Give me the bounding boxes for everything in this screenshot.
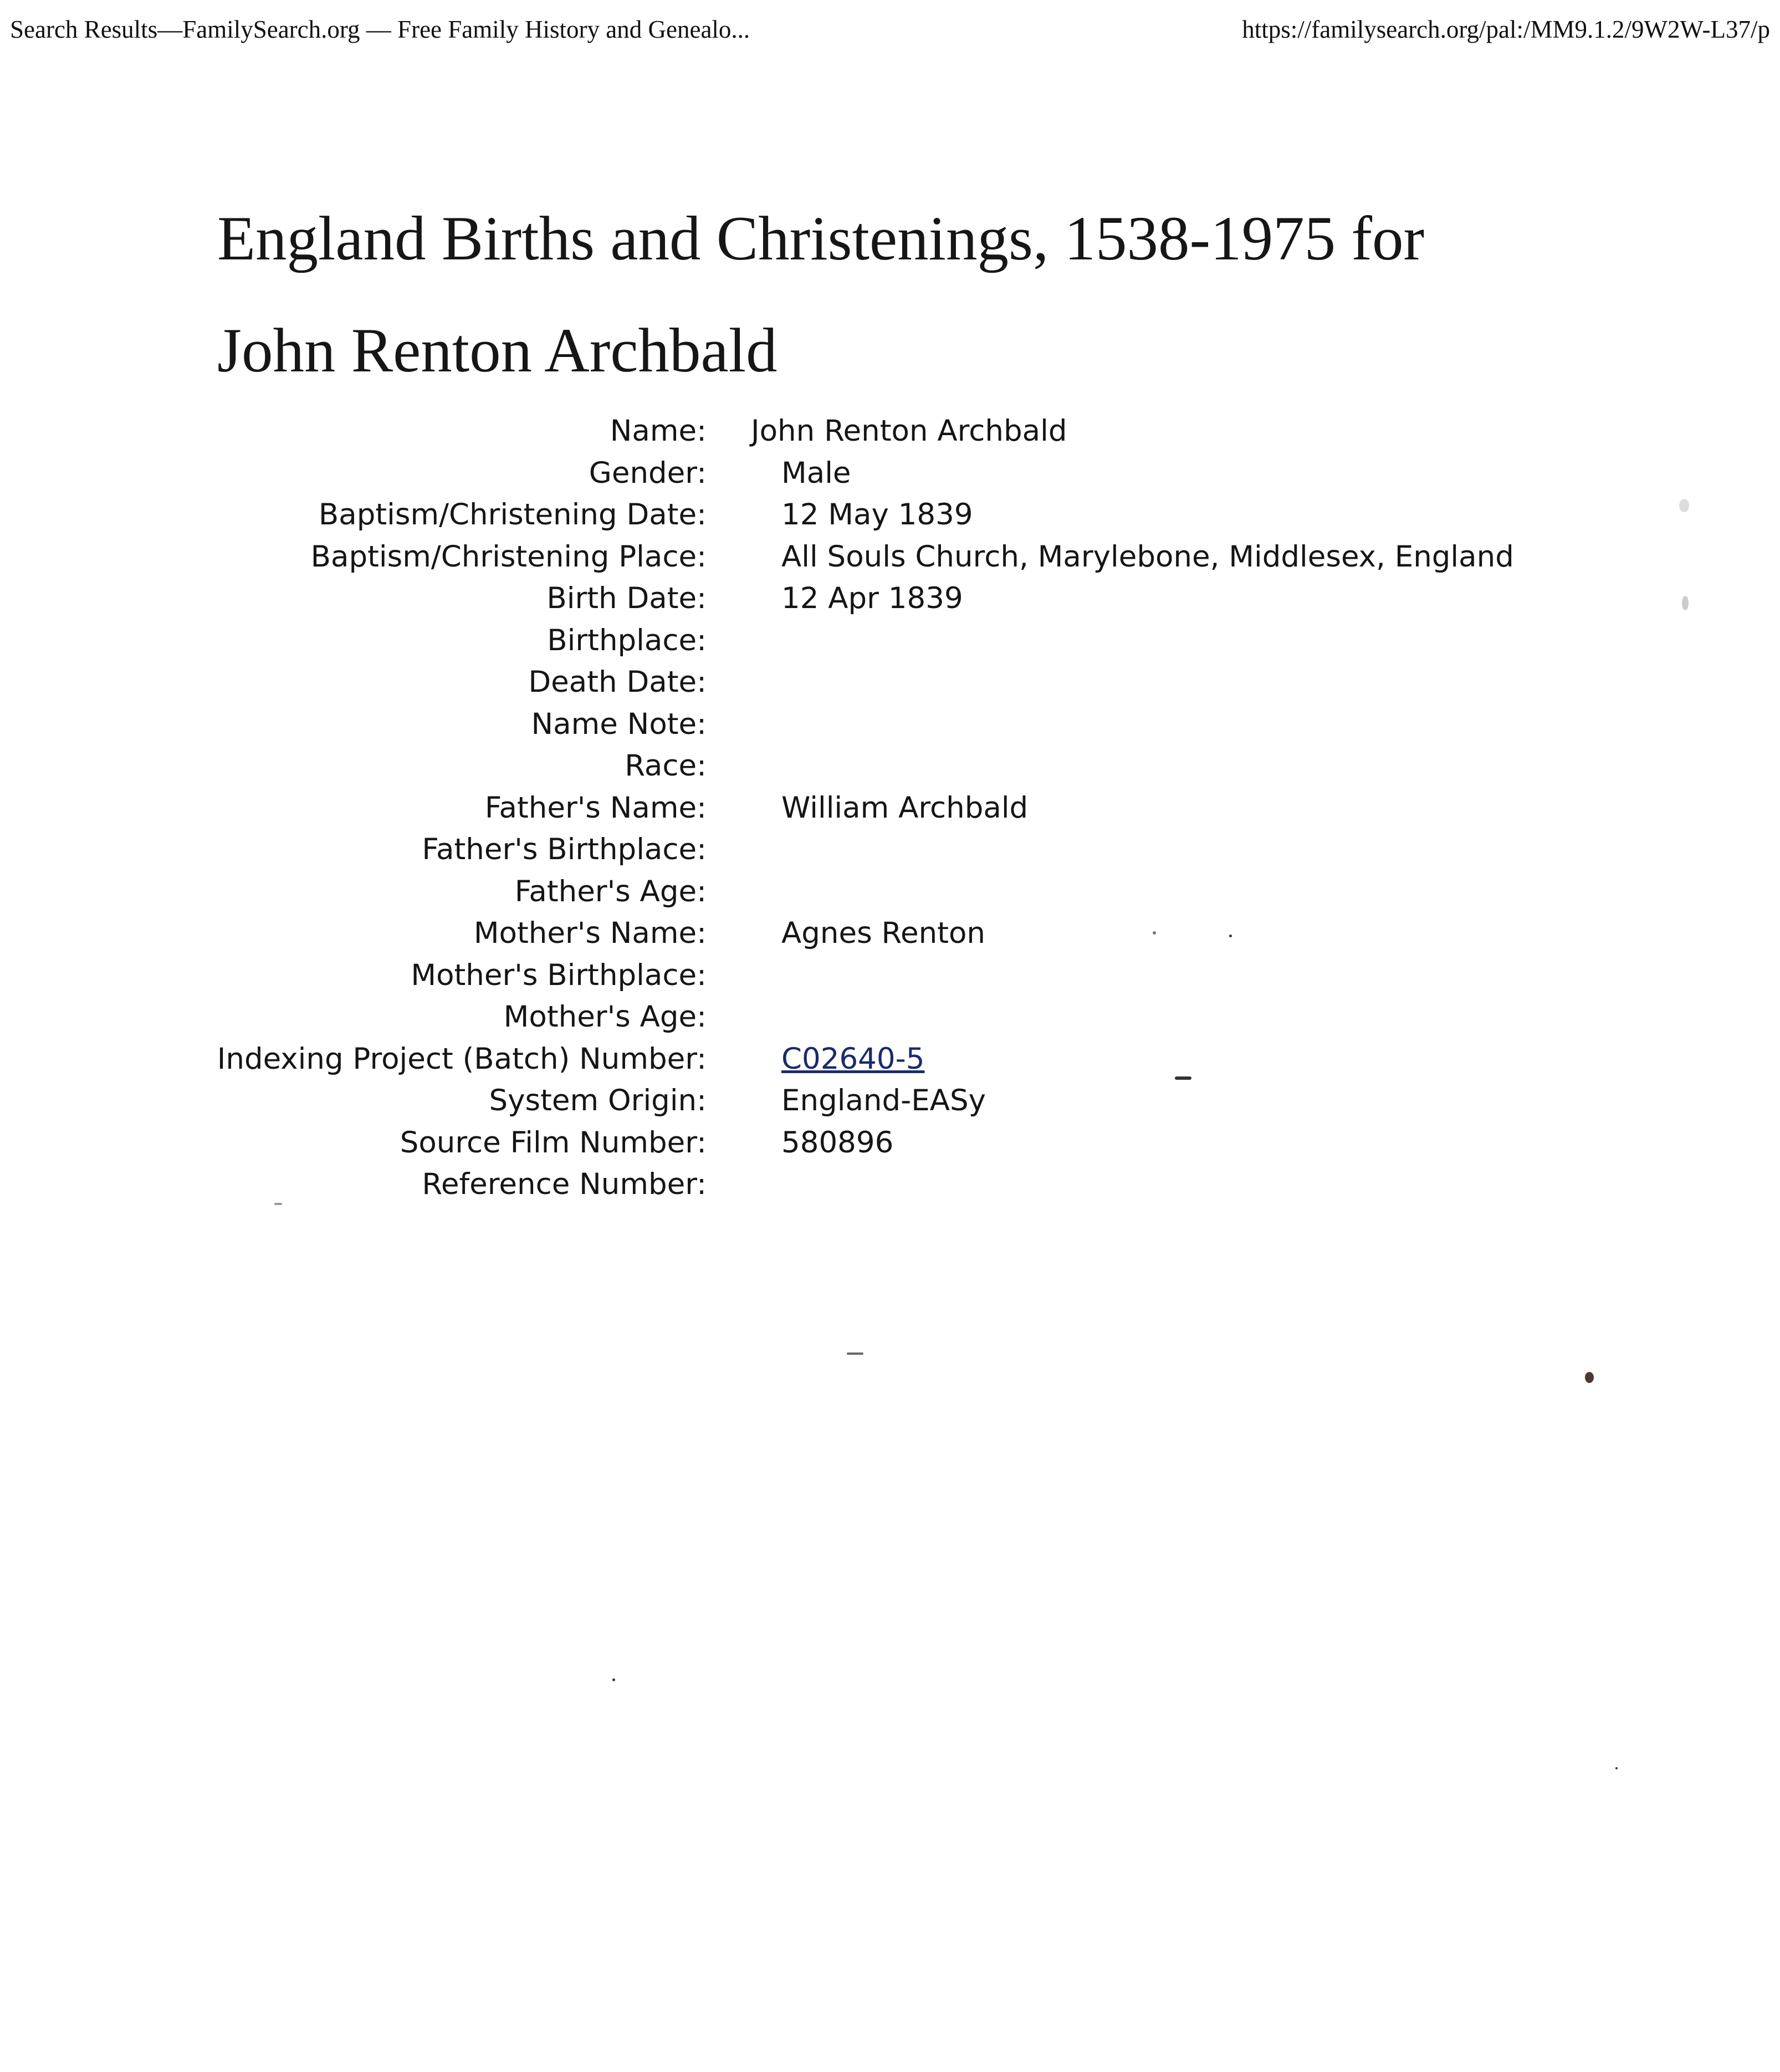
field-value: Male xyxy=(781,456,851,490)
record-row-name-note xyxy=(0,703,1780,746)
field-value: All Souls Church, Marylebone, Middlesex, England xyxy=(781,539,1514,574)
page-title xyxy=(217,183,1603,407)
record-row-father-name xyxy=(0,787,1780,829)
record-row-gender xyxy=(0,452,1780,494)
scan-speck xyxy=(1153,931,1156,935)
scan-speck xyxy=(1229,935,1232,937)
field-label: Mother's Birthplace: xyxy=(411,958,707,992)
field-label: Reference Number: xyxy=(422,1167,707,1201)
scan-speck xyxy=(1615,1767,1618,1769)
field-label: Race: xyxy=(625,749,707,783)
record-row-batch-number xyxy=(0,1038,1780,1080)
record-row-death-date xyxy=(0,661,1780,703)
field-label: Father's Name: xyxy=(484,790,707,825)
field-label: Gender: xyxy=(589,456,707,490)
batch-number-link[interactable]: C02640-5 xyxy=(781,1042,925,1076)
record-row-name xyxy=(0,410,1780,452)
record-row-source-film-number xyxy=(0,1122,1780,1164)
record-row-mother-birthplace xyxy=(0,955,1780,997)
field-value: 12 May 1839 xyxy=(781,498,973,532)
field-label: Name: xyxy=(610,414,707,448)
record-details xyxy=(0,410,1780,1206)
record-row-father-birthplace xyxy=(0,829,1780,871)
scan-speck xyxy=(847,1353,863,1355)
record-row-birth-date xyxy=(0,578,1780,620)
field-label: Name Note: xyxy=(531,707,707,741)
page-title-collection: England Births and Christenings, 1538-1975 for xyxy=(217,204,1425,273)
print-header xyxy=(10,10,1770,49)
record-row-race xyxy=(0,745,1780,787)
record-row-reference-number xyxy=(0,1163,1780,1206)
field-label: System Origin: xyxy=(489,1084,707,1117)
record-row-christening-place xyxy=(0,536,1780,578)
field-value: John Renton Archbald xyxy=(751,414,1067,448)
scan-speck xyxy=(1682,596,1689,610)
record-row-system-origin xyxy=(0,1080,1780,1122)
field-label: Birthplace: xyxy=(547,623,707,657)
record-row-christening-date xyxy=(0,494,1780,536)
field-value: England-EASy xyxy=(781,1084,986,1117)
field-value: 580896 xyxy=(781,1125,894,1160)
field-value: 12 Apr 1839 xyxy=(781,581,963,615)
record-row-birthplace xyxy=(0,620,1780,662)
field-label: Father's Age: xyxy=(514,874,707,909)
field-label: Birth Date: xyxy=(546,581,707,615)
print-page-url: https://familysearch.org/pal:/MM9.1.2/9W2W-L37/p xyxy=(1242,16,1770,43)
print-page-title: Search Results—FamilySearch.org — Free Family History and Genealo... xyxy=(10,16,750,43)
scan-speck xyxy=(1175,1076,1191,1080)
scan-speck xyxy=(1585,1372,1594,1383)
scan-speck xyxy=(274,1203,282,1205)
field-label: Baptism/Christening Date: xyxy=(318,498,707,532)
field-label: Mother's Age: xyxy=(503,1000,707,1034)
record-row-mother-age xyxy=(0,996,1780,1038)
field-value: Agnes Renton xyxy=(781,916,985,950)
record-row-father-age xyxy=(0,871,1780,913)
record-row-mother-name xyxy=(0,912,1780,955)
field-label: Mother's Name: xyxy=(473,916,707,950)
field-label: Indexing Project (Batch) Number: xyxy=(217,1042,707,1076)
scan-speck xyxy=(612,1678,615,1681)
field-value: William Archbald xyxy=(781,790,1029,825)
scan-speck xyxy=(1679,499,1689,512)
field-label: Death Date: xyxy=(528,665,707,699)
field-label: Father's Birthplace: xyxy=(422,833,707,866)
page-title-person: John Renton Archbald xyxy=(217,316,778,385)
field-label: Source Film Number: xyxy=(400,1125,707,1160)
field-label: Baptism/Christening Place: xyxy=(310,539,707,574)
